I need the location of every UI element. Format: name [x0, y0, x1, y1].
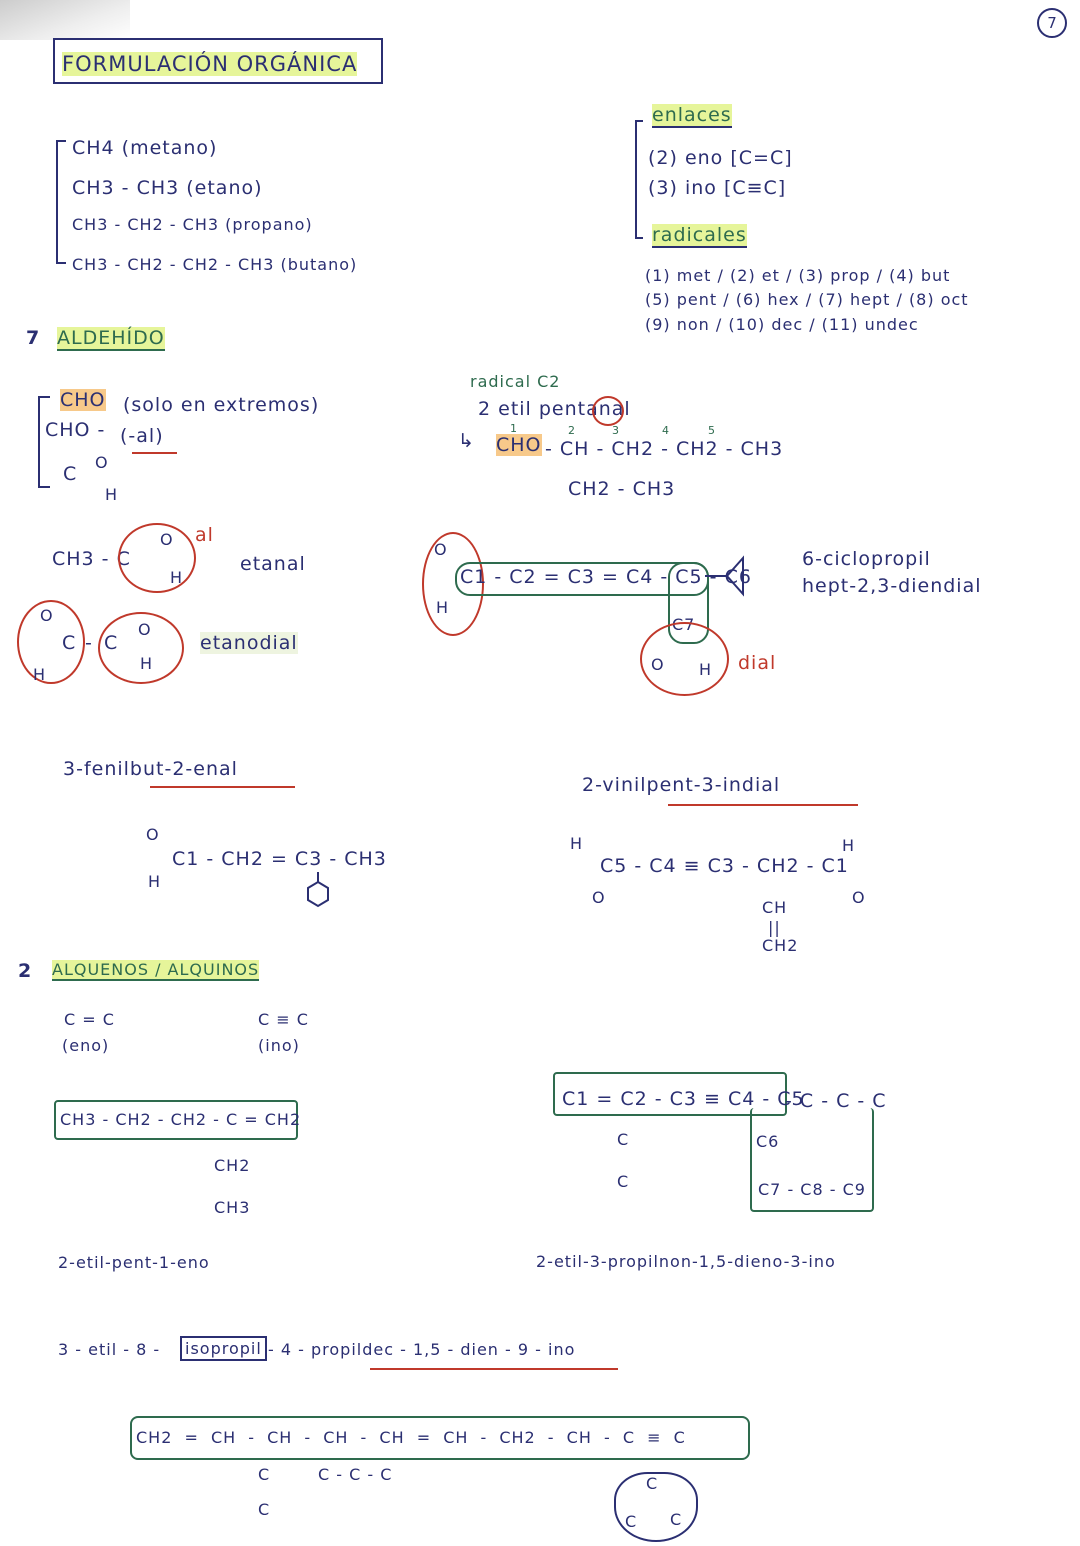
enlaces-heading: enlaces: [652, 104, 732, 126]
enlace-item: (3) ino [C≡C]: [648, 177, 787, 199]
suffix-underline: [132, 452, 177, 454]
branch-atom: CH2: [762, 936, 799, 955]
h-atom: H: [148, 872, 162, 891]
branch-atom: C: [617, 1172, 630, 1191]
isopropil-box: isopropil: [180, 1336, 267, 1361]
o-atom: O: [651, 655, 665, 674]
nonene-name: 2-etil-3-propilnon-1,5-dieno-3-ino: [536, 1252, 836, 1271]
h-atom: H: [436, 598, 450, 617]
branch-atom: C: [258, 1500, 271, 1519]
etanal-formula: CH3 - C: [52, 548, 131, 570]
c-atom: C: [104, 632, 119, 654]
o-atom: O: [160, 530, 174, 549]
o-atom: O: [434, 540, 448, 559]
etanodial-name: etanodial: [200, 632, 298, 654]
cho-note: (solo en extremos): [123, 394, 320, 416]
h-atom: H: [170, 568, 184, 587]
page-corner-shadow: [0, 0, 130, 40]
alkane-1: CH4 (metano): [72, 137, 218, 159]
radicales-line: (5) pent / (6) hex / (7) hept / (8) oct: [645, 290, 969, 309]
suffix-al: (-al): [120, 425, 164, 447]
radicales-heading: radicales: [652, 224, 747, 246]
c-atom: C: [63, 463, 78, 485]
h-atom: H: [140, 654, 154, 673]
o-atom: O: [592, 888, 606, 907]
h-atom: H: [570, 834, 584, 853]
pentene-name: 2-etil-pent-1-eno: [58, 1253, 210, 1272]
o-atom: O: [852, 888, 866, 907]
page-number: 7: [1037, 8, 1067, 38]
section-number: 7: [26, 327, 41, 349]
h-atom: H: [699, 660, 713, 679]
fenil-name: 3-fenilbut-2-enal: [63, 758, 238, 780]
chain: CH3 - CH2 - CH2 - C = CH2: [60, 1110, 302, 1129]
chain: CH2 = CH - CH - CH - CH = CH - CH2 - CH - C ≡ C: [136, 1428, 686, 1447]
al-label: al: [195, 524, 214, 546]
page-title: FORMULACIÓN ORGÁNICA: [62, 52, 358, 76]
h-atom: H: [842, 836, 856, 855]
o-atom: O: [95, 453, 109, 472]
branch-atom: CH3: [214, 1198, 251, 1217]
c-atom: C: [646, 1474, 659, 1493]
vinil-name: 2-vinilpent-3-indial: [582, 774, 781, 796]
radicales-line: (1) met / (2) et / (3) prop / (4) but: [645, 266, 951, 285]
example-name: 2 etil pentanal: [478, 398, 631, 420]
phenyl-ring-icon: [306, 872, 330, 912]
branch-atom: C: [258, 1465, 271, 1484]
chain-tail: - C - C - C: [785, 1090, 887, 1112]
branch-atom: C: [617, 1130, 630, 1149]
o-atom: O: [40, 606, 54, 625]
h-atom: H: [33, 665, 47, 684]
dial-label: dial: [738, 652, 777, 674]
cyclopropyl-icon: [705, 558, 745, 608]
etanal-name: etanal: [240, 553, 306, 575]
chain: C1 - C2 = C3 = C4 - C5 - C6: [460, 566, 752, 588]
al-circle: [592, 396, 624, 426]
triple-bond-formula: C ≡ C: [258, 1010, 309, 1029]
c7-atom: C7: [672, 615, 696, 634]
h-atom: H: [105, 485, 119, 504]
section-number: 2: [18, 960, 33, 982]
cho-group: CHO: [496, 434, 542, 456]
dec-name-post: - 4 - propildec - 1,5 - dien - 9 - ino: [268, 1340, 576, 1359]
carbon-number: 1: [510, 422, 518, 435]
name-line: 6-ciclopropil: [802, 548, 931, 570]
c-atom: C: [62, 632, 77, 654]
o-atom: O: [138, 620, 152, 639]
arrow-icon: ↳: [458, 430, 475, 452]
c-atom: C: [670, 1510, 683, 1529]
chain-bottom: C7 - C8 - C9: [758, 1180, 866, 1199]
radical-label: radical C2: [470, 372, 561, 391]
o-atom: O: [146, 825, 160, 844]
alkane-2: CH3 - CH3 (etano): [72, 177, 263, 199]
chain: C5 - C4 ≡ C3 - CH2 - C1: [600, 855, 849, 877]
carbon-number: 3: [612, 424, 620, 437]
eno-label: (eno): [62, 1036, 110, 1055]
dec-name-pre: 3 - etil - 8 -: [58, 1340, 161, 1359]
propyl-branch: C - C - C: [318, 1465, 393, 1484]
carbon-number: 5: [708, 424, 716, 437]
alkane-4: CH3 - CH2 - CH2 - CH3 (butano): [72, 255, 358, 274]
cho-group: CHO: [60, 389, 106, 411]
alkanes-bracket: [56, 140, 66, 264]
chain: C1 = C2 - C3 ≡ C4 - C5: [562, 1088, 805, 1110]
double-bond: ||: [768, 918, 781, 937]
cho-dash: CHO -: [45, 419, 106, 441]
name-underline: [370, 1368, 618, 1370]
radicales-line: (9) non / (10) dec / (11) undec: [645, 315, 919, 334]
name-line: hept-2,3-diendial: [802, 575, 982, 597]
ino-label: (ino): [258, 1036, 300, 1055]
section-heading-aldehido: ALDEHÍDO: [57, 327, 165, 349]
section-heading-alquenos: ALQUENOS / ALQUINOS: [52, 960, 260, 979]
c-atom: C: [625, 1512, 638, 1531]
branch-atom: CH2: [214, 1156, 251, 1175]
aldehido-bracket: [38, 396, 50, 488]
double-bond-formula: C = C: [64, 1010, 115, 1029]
enlace-item: (2) eno [C=C]: [648, 147, 793, 169]
branch: CH2 - CH3: [568, 478, 676, 500]
chain: C1 - CH2 = C3 - CH3: [172, 848, 387, 870]
carbon-number: 4: [662, 424, 670, 437]
c6-atom: C6: [756, 1132, 780, 1151]
aldehyde-circle: [118, 523, 196, 593]
name-underline: [668, 804, 858, 806]
alkane-3: CH3 - CH2 - CH3 (propano): [72, 215, 313, 234]
carbon-number: 2: [568, 424, 576, 437]
chain: - CH - CH2 - CH2 - CH3: [545, 438, 784, 460]
enlaces-bracket: [635, 120, 643, 239]
branch-atom: CH: [762, 898, 788, 917]
name-underline: [150, 786, 295, 788]
